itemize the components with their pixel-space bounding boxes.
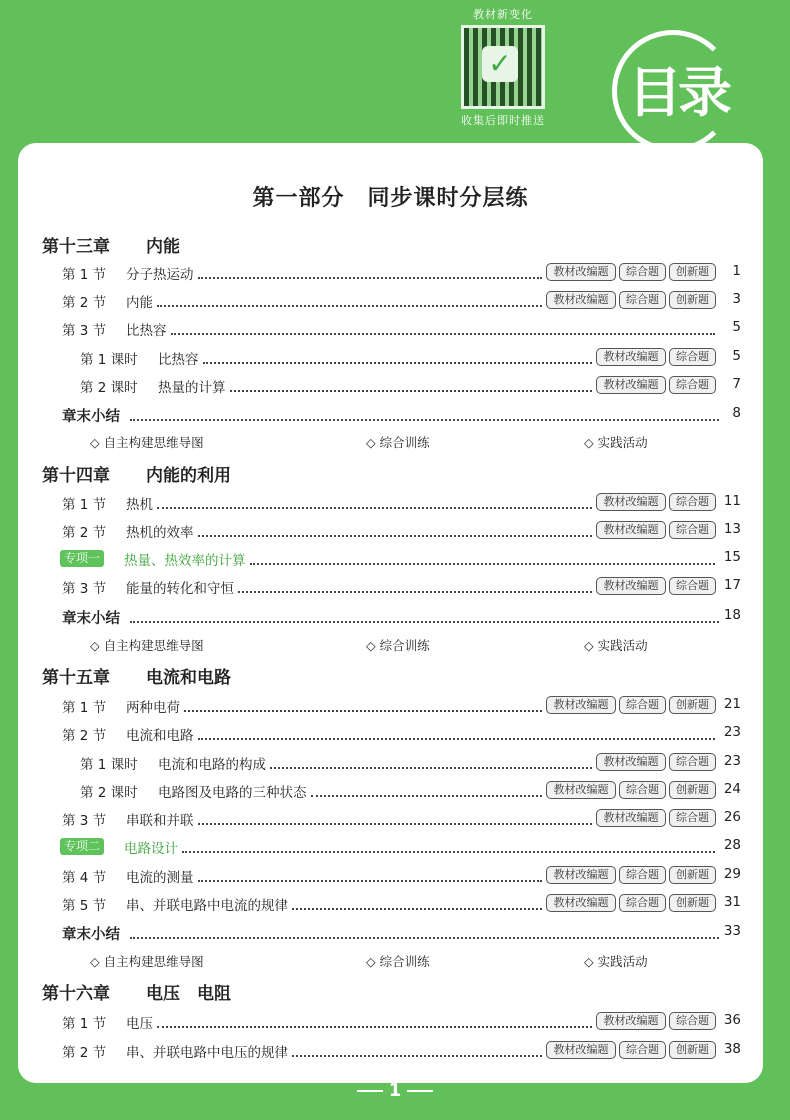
page-number-ref: 31	[723, 894, 741, 910]
entry-number: 第 2 课时	[80, 785, 138, 801]
summary-sections	[18, 433, 763, 457]
question-type-tag: 综合题	[669, 521, 716, 539]
dot-leader	[292, 908, 542, 910]
question-type-tag: 创新题	[669, 781, 716, 799]
entry-number: 第 1 节	[62, 700, 107, 716]
entry-title: 串、并联电路中电流的规律	[126, 898, 288, 914]
entry-title: 电压	[126, 1016, 153, 1032]
page-number-ref: 23	[723, 753, 741, 769]
entry-title: 串、并联电路中电压的规律	[126, 1045, 288, 1061]
question-type-tag: 教材改编题	[596, 577, 666, 595]
summary-title: 章末小结	[62, 611, 120, 627]
entry-title: 电路设计	[124, 841, 178, 857]
special-topic-label: 专项二	[60, 838, 104, 855]
question-type-tag: 教材改编题	[596, 493, 666, 511]
toc-entry[interactable]	[18, 781, 763, 805]
summary-section-item: ◇ 综合训练	[366, 435, 430, 450]
chapter-name: 电流和电路	[146, 668, 231, 688]
summary-title: 章末小结	[62, 927, 120, 943]
question-type-tag: 教材改编题	[546, 263, 616, 281]
summary-section-item: ◇ 综合训练	[366, 954, 430, 969]
toc-entry[interactable]	[18, 1041, 763, 1065]
chapter-heading[interactable]	[18, 979, 763, 1003]
chapter-number: 第十四章	[42, 466, 110, 486]
question-type-tag: 教材改编题	[546, 1041, 616, 1059]
question-type-tag: 教材改编题	[596, 521, 666, 539]
entry-title: 热机	[126, 497, 153, 513]
entry-title: 电流的测量	[126, 870, 194, 886]
chapter-name: 内能的利用	[146, 466, 231, 486]
page-number-ref: 8	[732, 405, 741, 421]
toc-entry[interactable]	[18, 1012, 763, 1036]
dot-leader	[182, 851, 715, 853]
question-type-tag: 综合题	[669, 376, 716, 394]
dot-leader	[184, 710, 542, 712]
dot-leader	[230, 390, 593, 392]
entry-title: 电流和电路的构成	[158, 757, 266, 773]
page-number-ref: 33	[723, 923, 741, 939]
page-number-ref: 15	[723, 549, 741, 565]
check-icon: ✓	[482, 46, 518, 82]
contents-title: 目录	[628, 61, 728, 124]
tag-group	[546, 866, 716, 884]
entry-number: 第 4 节	[62, 870, 107, 886]
question-type-tag: 教材改编题	[596, 376, 666, 394]
page-number-ref: 23	[723, 724, 741, 740]
page-number-ref: 38	[723, 1041, 741, 1057]
toc-entry[interactable]	[18, 319, 763, 343]
dot-leader	[292, 1055, 542, 1057]
entry-number: 第 2 节	[62, 1045, 107, 1061]
summary-section-item: ◇ 实践活动	[584, 638, 648, 653]
question-type-tag: 教材改编题	[596, 809, 666, 827]
question-type-tag: 教材改编题	[546, 781, 616, 799]
question-type-tag: 综合题	[669, 753, 716, 771]
dot-leader	[130, 419, 719, 421]
dot-leader	[171, 333, 716, 335]
toc-entry[interactable]	[18, 263, 763, 287]
toc-entry[interactable]	[18, 348, 763, 372]
chapter-number: 第十三章	[42, 237, 110, 257]
toc-entry[interactable]	[18, 521, 763, 545]
tag-group	[546, 291, 716, 309]
dot-leader	[130, 621, 719, 623]
question-type-tag: 综合题	[619, 894, 666, 912]
question-type-tag: 综合题	[669, 809, 716, 827]
page-number-ref: 28	[723, 837, 741, 853]
toc-entry[interactable]	[18, 837, 763, 861]
page-number-ref: 5	[732, 319, 741, 335]
tag-group	[596, 1012, 716, 1030]
toc-entry[interactable]	[18, 894, 763, 918]
tag-group	[596, 348, 716, 366]
qr-bottom-caption: 收集后即时推送	[461, 114, 545, 127]
page-number-ref: 7	[732, 376, 741, 392]
question-type-tag: 教材改编题	[546, 696, 616, 714]
tag-group	[546, 894, 716, 912]
page-number-value: 1	[388, 1080, 402, 1101]
entry-number: 第 1 课时	[80, 757, 138, 773]
dot-leader	[250, 563, 716, 565]
summary-sections	[18, 636, 763, 660]
summary-section-item: ◇ 实践活动	[584, 435, 648, 450]
page-number-ref: 3	[732, 291, 741, 307]
entry-number: 第 5 节	[62, 898, 107, 914]
question-type-tag: 创新题	[669, 263, 716, 281]
question-type-tag: 创新题	[669, 696, 716, 714]
chapter-heading[interactable]	[18, 663, 763, 687]
entry-title: 分子热运动	[126, 267, 194, 283]
toc-entry[interactable]	[18, 753, 763, 777]
page-number	[0, 1080, 790, 1101]
tag-group	[546, 263, 716, 281]
entry-number: 第 2 节	[62, 295, 107, 311]
question-type-tag: 教材改编题	[596, 1012, 666, 1030]
dot-leader	[157, 305, 542, 307]
toc-entry[interactable]	[18, 493, 763, 517]
toc-entry[interactable]	[18, 724, 763, 748]
dot-leader	[157, 1026, 592, 1028]
tag-group	[546, 1041, 716, 1059]
dot-leader	[157, 507, 592, 509]
dot-leader	[238, 591, 592, 593]
chapter-name: 电压 电阻	[146, 984, 231, 1004]
chapter-summary[interactable]	[18, 405, 763, 429]
dot-leader	[203, 362, 593, 364]
question-type-tag: 教材改编题	[546, 866, 616, 884]
entry-title: 能量的转化和守恒	[126, 581, 234, 597]
chapter-number: 第十五章	[42, 668, 110, 688]
dot-leader	[198, 880, 543, 882]
question-type-tag: 教材改编题	[546, 894, 616, 912]
page-number-ref: 36	[723, 1012, 741, 1028]
toc-entry[interactable]	[18, 549, 763, 573]
chapter-heading[interactable]	[18, 461, 763, 485]
tag-group	[596, 809, 716, 827]
contents-badge	[602, 20, 752, 140]
summary-section-item: ◇ 综合训练	[366, 638, 430, 653]
question-type-tag: 创新题	[669, 1041, 716, 1059]
summary-section-item: ◇ 自主构建思维导图	[90, 954, 204, 969]
dot-leader	[130, 937, 719, 939]
entry-title: 电路图及电路的三种状态	[158, 785, 307, 801]
question-type-tag: 教材改编题	[596, 348, 666, 366]
entry-title: 热量的计算	[158, 380, 226, 396]
tag-group	[546, 781, 716, 799]
toc-card	[18, 143, 763, 1083]
part-title: 第一部分 同步课时分层练	[252, 186, 529, 211]
summary-section-item: ◇ 自主构建思维导图	[90, 435, 204, 450]
tag-group	[596, 493, 716, 511]
entry-title: 串联和并联	[126, 813, 194, 829]
entry-title: 热量、热效率的计算	[124, 553, 246, 569]
summary-section-item: ◇ 实践活动	[584, 954, 648, 969]
toc-entry[interactable]	[18, 291, 763, 315]
question-type-tag: 教材改编题	[596, 753, 666, 771]
page-number-ref: 17	[723, 577, 741, 593]
toc-entry[interactable]	[18, 866, 763, 890]
dot-leader	[270, 767, 592, 769]
summary-title: 章末小结	[62, 409, 120, 425]
entry-title: 热机的效率	[126, 525, 194, 541]
qr-top-caption: 教材新变化	[473, 8, 533, 21]
chapter-summary[interactable]	[18, 607, 763, 631]
chapter-name: 内能	[146, 237, 180, 257]
question-type-tag: 综合题	[619, 1041, 666, 1059]
question-type-tag: 综合题	[669, 577, 716, 595]
page-number-ref: 24	[723, 781, 741, 797]
page-number-ref: 1	[732, 263, 741, 279]
dot-leader	[198, 738, 716, 740]
page-number-ref: 26	[723, 809, 741, 825]
entry-number: 第 1 节	[62, 267, 107, 283]
page-number-ref: 29	[723, 866, 741, 882]
tag-group	[596, 577, 716, 595]
tag-group	[596, 521, 716, 539]
tag-group	[596, 376, 716, 394]
toc-entry[interactable]	[18, 809, 763, 833]
question-type-tag: 创新题	[669, 291, 716, 309]
dot-leader	[198, 535, 593, 537]
page-number-ref: 11	[723, 493, 741, 509]
chapter-number: 第十六章	[42, 984, 110, 1004]
qr-block[interactable]	[448, 6, 558, 128]
entry-number: 第 3 节	[62, 581, 107, 597]
toc-entry[interactable]	[18, 696, 763, 720]
entry-number: 第 1 课时	[80, 352, 138, 368]
tag-group	[546, 696, 716, 714]
toc-entry[interactable]	[18, 577, 763, 601]
entry-number: 第 3 节	[62, 813, 107, 829]
question-type-tag: 综合题	[619, 291, 666, 309]
dot-leader	[198, 823, 593, 825]
page-number-ref: 18	[723, 607, 741, 623]
summary-section-item: ◇ 自主构建思维导图	[90, 638, 204, 653]
dot-leader	[198, 277, 543, 279]
question-type-tag: 综合题	[669, 348, 716, 366]
question-type-tag: 综合题	[619, 866, 666, 884]
chapter-summary[interactable]	[18, 923, 763, 947]
tag-group	[596, 753, 716, 771]
page-number-ref: 5	[732, 348, 741, 364]
question-type-tag: 综合题	[619, 781, 666, 799]
question-type-tag: 综合题	[619, 696, 666, 714]
toc-entry[interactable]	[18, 376, 763, 400]
entry-number: 第 2 节	[62, 728, 107, 744]
entry-number: 第 1 节	[62, 497, 107, 513]
page-number-ref: 21	[723, 696, 741, 712]
question-type-tag: 教材改编题	[546, 291, 616, 309]
question-type-tag: 综合题	[669, 1012, 716, 1030]
dot-leader	[311, 795, 543, 797]
summary-sections	[18, 952, 763, 976]
question-type-tag: 创新题	[669, 866, 716, 884]
entry-number: 第 1 节	[62, 1016, 107, 1032]
question-type-tag: 创新题	[669, 894, 716, 912]
entry-number: 第 3 节	[62, 323, 107, 339]
question-type-tag: 综合题	[669, 493, 716, 511]
question-type-tag: 综合题	[619, 263, 666, 281]
entry-title: 内能	[126, 295, 153, 311]
entry-title: 比热容	[158, 352, 199, 368]
chapter-heading[interactable]	[18, 232, 763, 256]
entry-number: 第 2 课时	[80, 380, 138, 396]
entry-title: 两种电荷	[126, 700, 180, 716]
entry-title: 电流和电路	[126, 728, 194, 744]
entry-title: 比热容	[126, 323, 167, 339]
entry-number: 第 2 节	[62, 525, 107, 541]
special-topic-label: 专项一	[60, 550, 104, 567]
qr-code-icon[interactable]	[461, 25, 545, 109]
page-number-ref: 13	[723, 521, 741, 537]
